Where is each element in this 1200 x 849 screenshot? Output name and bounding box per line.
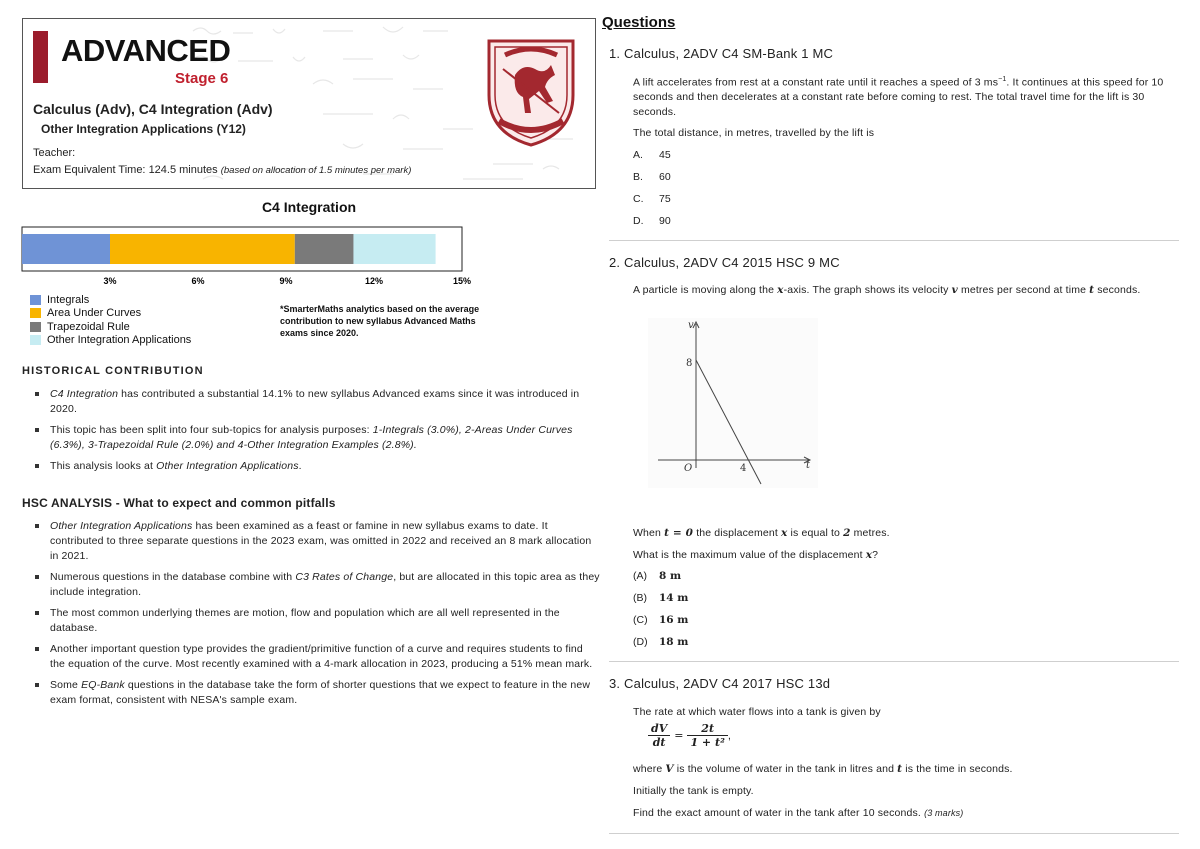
option-value: 8 m [659, 570, 682, 582]
answer-option [633, 193, 671, 205]
tick-label: 6% [191, 276, 205, 286]
item-text: Another important question type provides the gradient/primitive function of a curve and requires students to find the equation of the curve. Most recently examined with a 4-mark allocation in 2023, producing a 51% mean mark. [50, 643, 593, 670]
legend-label: Trapezoidal Rule [47, 320, 130, 333]
q1-text-sup: −1 [998, 76, 1007, 83]
answer-option [633, 570, 681, 582]
option-value: 75 [659, 193, 671, 205]
legend-label: Other Integration Applications [47, 334, 192, 346]
q3-where-a: where [633, 763, 666, 775]
list-item [22, 519, 600, 564]
historical-heading: HISTORICAL CONTRIBUTION [22, 365, 204, 377]
item-emphasis: Other Integration Applications [156, 460, 299, 472]
divider [609, 661, 1179, 662]
q3-equals: = [674, 729, 684, 742]
stacked-bar-chart [14, 222, 484, 288]
q2-condition [633, 526, 1178, 541]
tick-label: 3% [103, 276, 117, 286]
chart-note: *SmarterMaths analytics based on the average contribution to new syllabus Advanced Maths exams since 2020. [280, 304, 480, 338]
q2-ask [633, 548, 1178, 563]
q2-intro-b: -axis. The graph shows its velocity [783, 284, 952, 296]
answer-option [633, 149, 671, 161]
q2-cond-b: the displacement [693, 527, 782, 539]
bar-segment [295, 234, 354, 264]
option-label: (B) [633, 592, 647, 604]
q2-intro-a: A particle is moving along the [633, 284, 778, 296]
x-intercept-label: 4 [740, 463, 747, 474]
answer-option [633, 614, 688, 626]
q2-ask-x: x [865, 549, 873, 561]
item-text: . [298, 460, 302, 472]
q3-rhs-num: 2t [687, 722, 727, 736]
q1-text-b: . It continues at this speed for 10 seconds and then decelerates at a constant rate before coming to rest. The total travel time for the lift is 30 seconds. [633, 76, 1164, 118]
chart-title: C4 Integration [261, 199, 357, 215]
q3-lhs-frac [648, 722, 670, 749]
bar-segment [110, 234, 295, 264]
questions-heading: Questions [602, 14, 676, 31]
list-item [22, 459, 600, 474]
divider [609, 833, 1179, 834]
q2-cond-a: When [633, 527, 665, 539]
tick-label: 9% [279, 276, 293, 286]
q3-marks: (3 marks) [924, 808, 964, 818]
hsc-list [22, 519, 600, 714]
list-item [22, 423, 600, 453]
legend-swatch [30, 308, 41, 318]
q2-var-x: x [777, 284, 784, 296]
legend-item [30, 320, 130, 333]
item-emphasis: Other Integration Applications [50, 520, 193, 532]
q2-intro-d: seconds. [1094, 284, 1141, 296]
q3-find-text: Find the exact amount of water in the tank after 10 seconds. [633, 807, 925, 819]
option-label: (D) [633, 636, 648, 648]
stage-label: Stage 6 [175, 70, 229, 87]
answer-option [633, 592, 688, 604]
item-text: Some [50, 679, 82, 691]
answer-option [633, 171, 671, 183]
origin-label: O [684, 463, 693, 474]
answer-option [633, 636, 688, 648]
item-emphasis: C4 Integration [50, 388, 119, 400]
bar-segment [22, 234, 110, 264]
exam-time-label: Exam Equivalent Time: [33, 164, 146, 176]
option-label: C. [633, 193, 644, 205]
item-emphasis: 1-Integrals (3.0%), 2-Areas Under Curves (6.3%), 3-Trapezoidal Rule (2.0%) and 4-Other Integration Examples (2.8%). [50, 424, 573, 451]
item-text: The most common underlying themes are motion, flow and population which are all well represented in the database. [50, 607, 560, 634]
exam-time-value: 124.5 minutes [148, 164, 218, 176]
item-text: This topic has been split into four sub-topics for analysis purposes: [50, 424, 373, 436]
q1-prompt: The total distance, in metres, travelled by the lift is [633, 127, 875, 139]
legend-item [30, 307, 141, 320]
option-label: B. [633, 171, 643, 183]
v-axis-label: v [688, 320, 694, 331]
q3-where-t: t [897, 763, 903, 775]
q2-intro-c: metres per second at time [957, 284, 1090, 296]
legend-item [30, 334, 191, 347]
exam-time [33, 164, 411, 176]
option-label: A. [633, 149, 643, 161]
answer-option [633, 215, 671, 227]
list-item [22, 570, 600, 600]
hsc-heading-main: HSC ANALYSIS [22, 496, 113, 510]
item-text: has been examined as a feast or famine in new syllabus exams to date. It contributed to three separate questions in the 2023 exam, was omitted in 2022 and received an 8 mark allocation in 2021. [50, 520, 592, 562]
hsc-heading [22, 496, 336, 510]
q2-ask-b: ? [872, 549, 879, 561]
q3-lhs-num: dV [648, 722, 670, 736]
q1-text-a: A lift accelerates from rest at a constant rate until it reaches a speed of 3 ms [633, 76, 999, 89]
q3-equation [648, 722, 731, 749]
hsc-heading-rest: - What to expect and common pitfalls [112, 496, 336, 510]
tick-label: 12% [364, 276, 384, 286]
q2-cond-val: 2 [843, 527, 851, 539]
school-crest-icon [485, 35, 577, 147]
legend-label: Area Under Curves [47, 307, 142, 319]
q3-rhs-frac [687, 722, 727, 749]
q3-where [633, 762, 1178, 777]
option-value: 90 [659, 215, 671, 227]
q3-lhs-den: dt [652, 736, 666, 749]
q2-cond-d: metres. [850, 527, 890, 539]
historical-list [22, 387, 600, 480]
q3-title: 3. Calculus, 2ADV C4 2017 HSC 13d [609, 676, 831, 691]
option-value: 16 m [659, 614, 689, 626]
q3-intro: The rate at which water flows into a tank is given by [633, 706, 881, 718]
option-value: 60 [659, 171, 671, 183]
q2-var-t: t [1089, 284, 1095, 296]
legend-swatch [30, 322, 41, 332]
divider [609, 240, 1179, 241]
legend-swatch [30, 295, 41, 305]
q3-rhs-den: 1 + t² [690, 736, 725, 749]
topic-title: Calculus (Adv), C4 Integration (Adv) [33, 101, 273, 117]
legend-label: Integrals [47, 293, 90, 306]
option-value: 18 m [659, 636, 689, 648]
header-box [22, 18, 596, 189]
course-title: ADVANCED [61, 33, 231, 68]
list-item [22, 387, 600, 417]
q3-where-c: is the time in seconds. [902, 763, 1013, 775]
item-text: has contributed a substantial 14.1% to new syllabus Advanced exams since it was introduced in 2020. [50, 388, 580, 415]
subtopic-title: Other Integration Applications (Y12) [41, 122, 246, 136]
q2-ask-a: What is the maximum value of the displacement [633, 549, 866, 561]
q3-find [633, 806, 1178, 821]
item-emphasis: C3 Rates of Change [295, 571, 394, 583]
q2-cond-c: is equal to [787, 527, 844, 539]
option-label: (C) [633, 614, 648, 626]
velocity-time-graph [648, 318, 818, 488]
q2-cond-x: x [781, 527, 788, 539]
item-text: This analysis looks at [50, 460, 157, 472]
option-value: 45 [659, 149, 671, 161]
t-axis-label: t [806, 460, 811, 471]
list-item [22, 642, 600, 672]
exam-time-note: (based on allocation of 1.5 minutes per mark) [220, 165, 412, 176]
y-intercept-label: 8 [686, 358, 693, 369]
q2-cond-eq: t = 0 [664, 527, 694, 539]
list-item [22, 606, 600, 636]
q1-text [633, 73, 1178, 119]
teacher-field: Teacher: [33, 147, 76, 159]
legend-item [30, 293, 89, 306]
tick-label: 15% [452, 276, 472, 286]
legend-swatch [30, 335, 41, 345]
item-text: questions in the database take the form of shorter questions that we expect to feature in the new exam format, consistent with NESA's sample exam. [50, 679, 591, 706]
q2-intro [633, 283, 1178, 298]
option-value: 14 m [659, 592, 689, 604]
q3-rhs-comma: , [727, 729, 731, 742]
list-item [22, 678, 600, 708]
q1-title: 1. Calculus, 2ADV C4 SM-Bank 1 MC [609, 46, 834, 61]
option-label: (A) [633, 570, 647, 582]
option-label: D. [633, 215, 644, 227]
q2-title: 2. Calculus, 2ADV C4 2015 HSC 9 MC [609, 255, 840, 270]
item-text: Numerous questions in the database combine with [50, 571, 296, 583]
q3-where-b: is the volume of water in the tank in litres and [673, 763, 898, 775]
q3-where-v: V [665, 763, 674, 775]
q2-var-v: v [951, 284, 958, 296]
q3-initial: Initially the tank is empty. [633, 785, 754, 797]
brand-bar [33, 31, 48, 83]
item-text: , but are allocated in this topic area as they include integration. [50, 571, 600, 598]
item-emphasis: EQ-Bank [81, 679, 125, 691]
bar-segment [353, 234, 435, 264]
